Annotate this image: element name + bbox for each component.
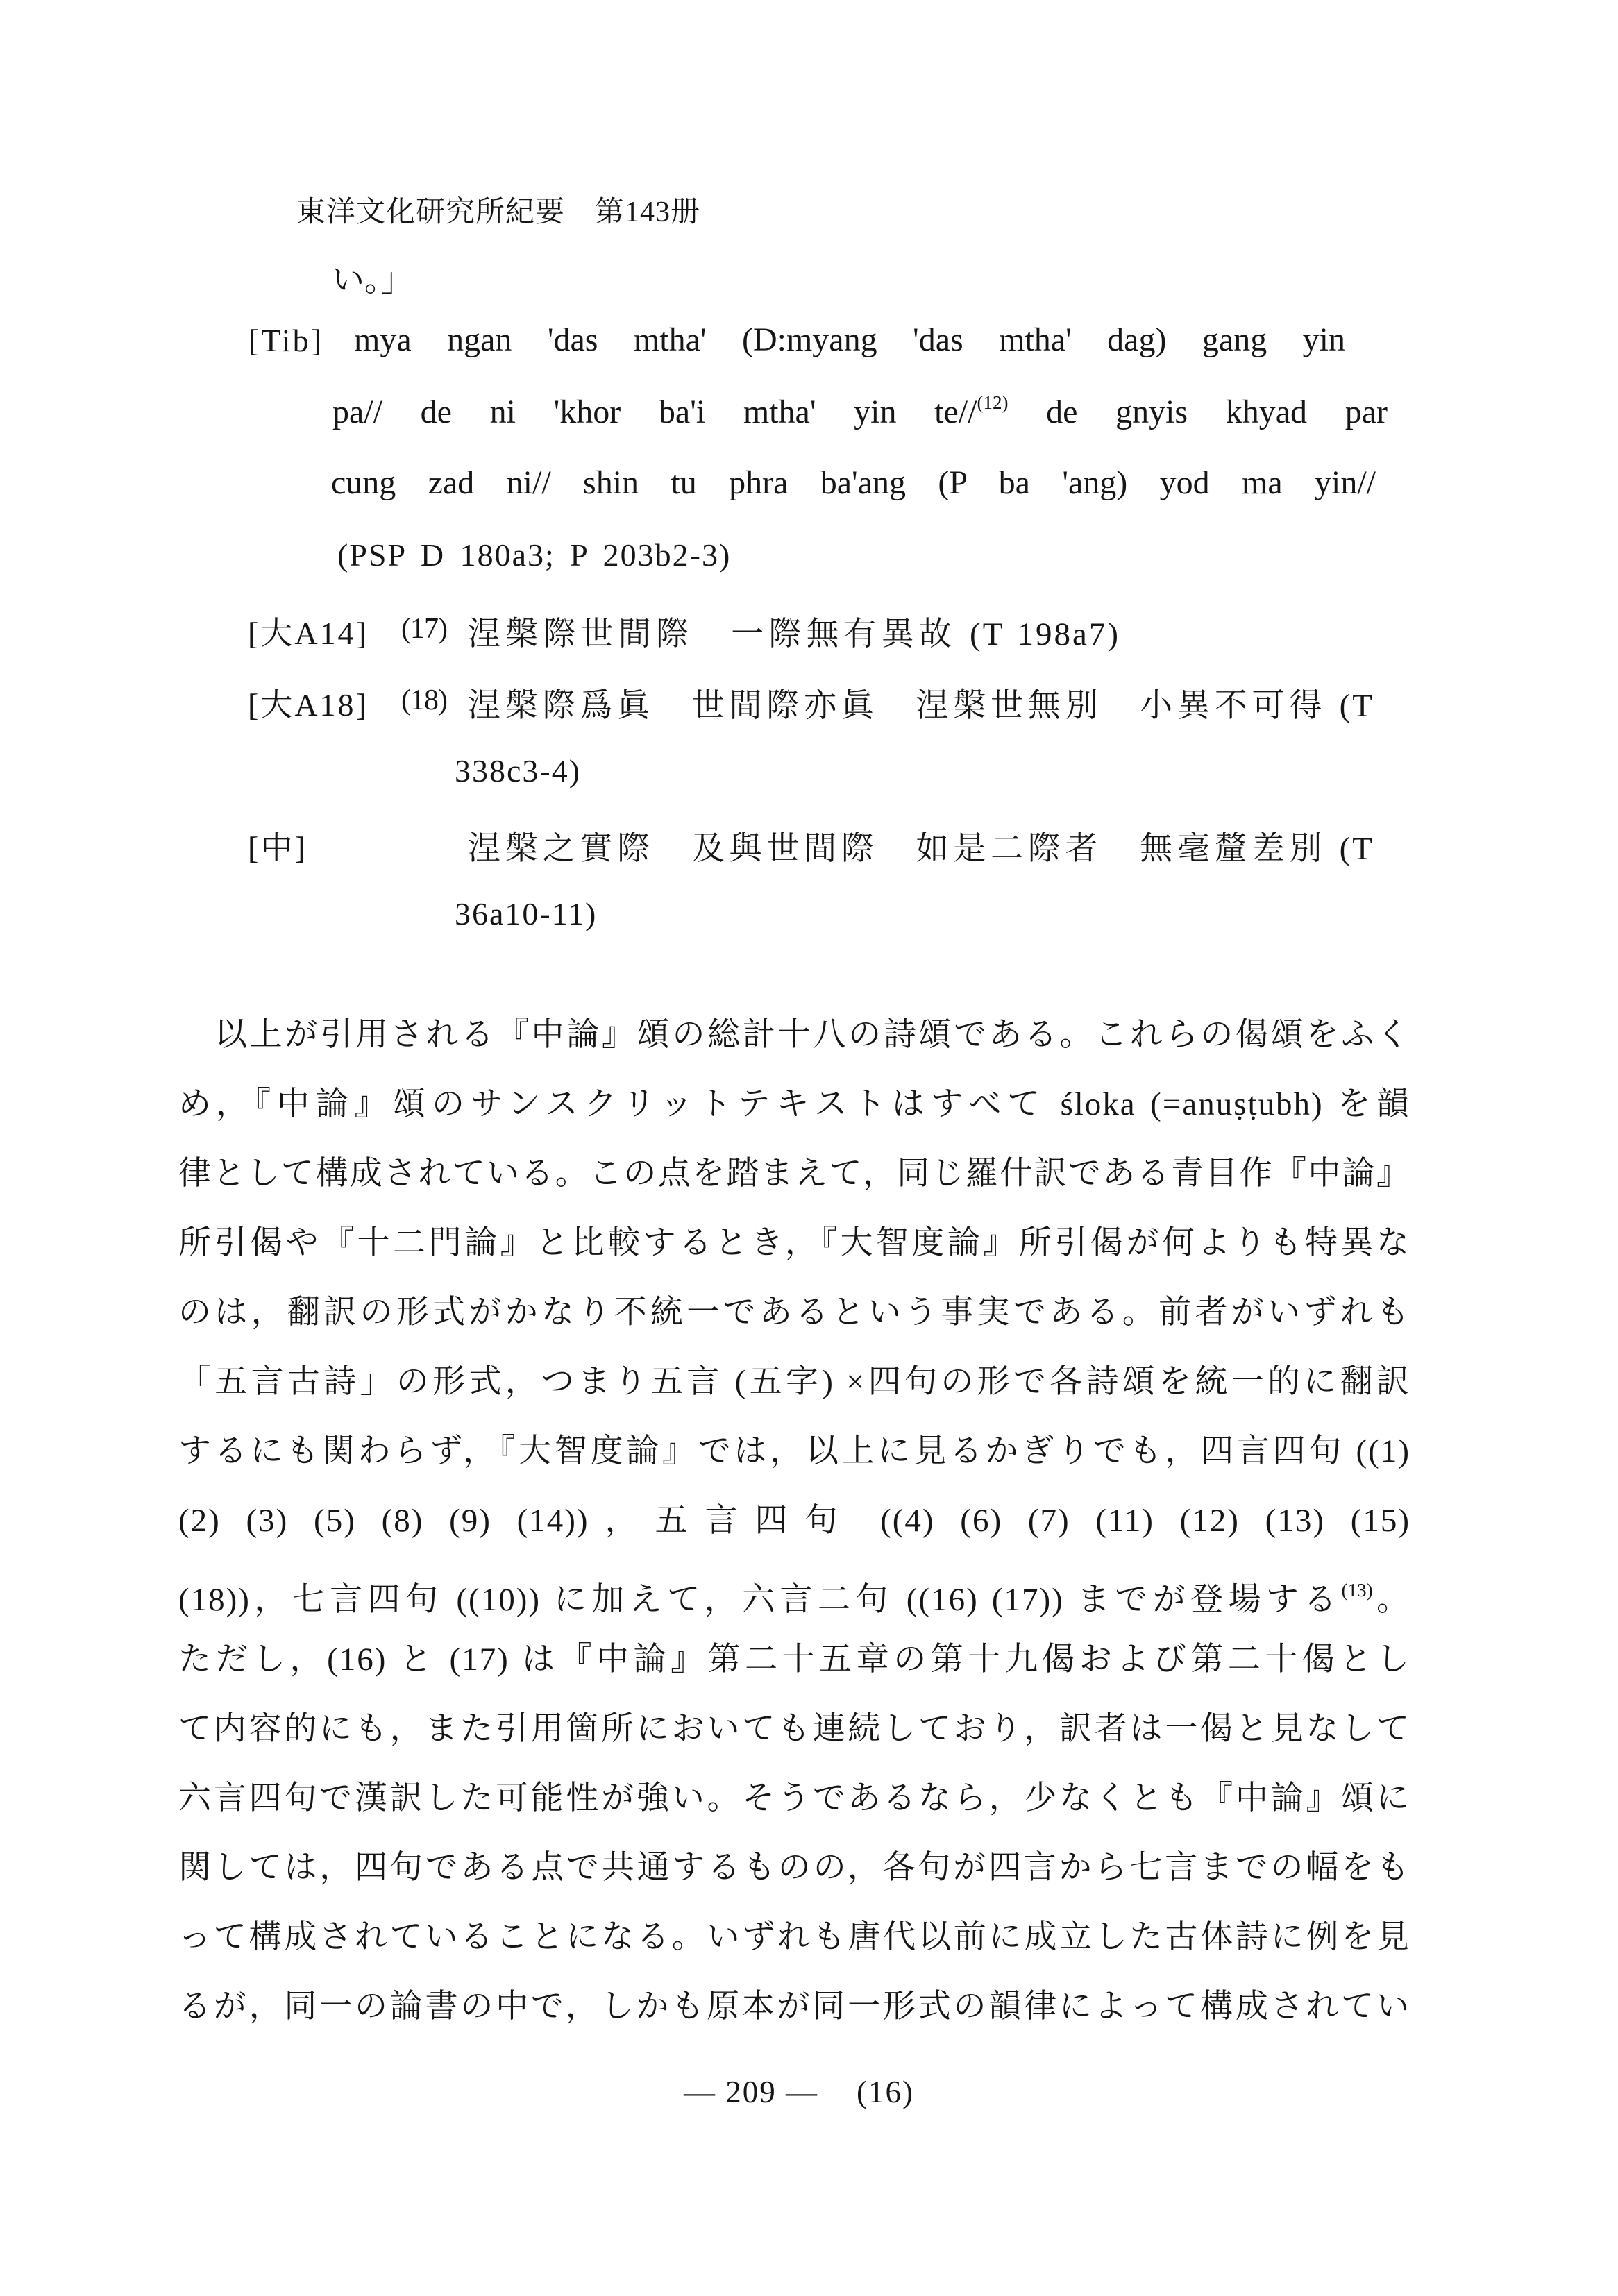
paragraph-line: ただし，(16) と (17) は『中論』第二十五章の第十九偈および第二十偈とし: [178, 1641, 1410, 1678]
paragraph-line: るが，同一の論書の中で，しかも原本が同一形式の韻律によって構成されてい: [178, 1989, 1410, 2025]
paragraph-line: て内容的にも，また引用箇所においても連続しており，訳者は一偈と見なして: [178, 1711, 1410, 1747]
chu-verse: 涅槃之實際 及與世間際 如是二際者 無毫釐差別 (T: [468, 831, 1374, 867]
paragraph-line: のは，翻訳の形式がかなり不統一であるという事実である。前者がいずれも: [178, 1294, 1410, 1331]
paragraph-line: 六言四句で漢訳した可能性が強い。そうであるなら，少なくとも『中論』頌に: [178, 1780, 1410, 1816]
tibetan-line-2-text: pa// de ni 'khor ba'i mtha' yin te//: [332, 394, 977, 430]
tibetan-source-reference: (PSP D 180a3; P 203b2-3): [337, 537, 732, 573]
body-paragraph: [178, 1000, 1410, 2041]
footnote-ref-13: (13): [1341, 1580, 1373, 1601]
paragraph-line: するにも関わらず，『大智度論』では，以上に見るかぎりでも，四言四句 ((1): [178, 1433, 1410, 1469]
tibetan-line-3: cung zad ni// shin tu phra ba'ang (P ba 'ang) yod ma yin//: [331, 464, 1376, 501]
chu-label: [中]: [248, 830, 307, 866]
paragraph-line: 所引偈や『十二門論』と比較するとき，『大智度論』所引偈が何よりも特異な: [178, 1225, 1410, 1261]
da-a18-verse-continuation: 338c3-4): [455, 753, 582, 788]
paragraph-line: (2) (3) (5) (8) (9) (14))，五言四句 ((4) (6) (7) (11) (12) (13) (15): [178, 1503, 1410, 1539]
paragraph-line: 関しては，四句である点で共通するものの，各句が四言から七言までの幅をも: [178, 1850, 1410, 1886]
paragraph-line: 「五言古詩」の形式，つまり五言 (五字) ×四句の形で各詩頌を統一的に翻訳: [178, 1364, 1410, 1400]
paragraph-line: って構成されていることになる。いずれも唐代以前に成立した古体詩に例を見: [178, 1919, 1410, 1955]
paragraph-line: 律として構成されている。この点を踏まえて，同じ羅什訳である青目作『中論』: [178, 1156, 1410, 1192]
paragraph-line-text: (18))，七言四句 ((10)) に加えて，六言二句 ((16) (17)) までが登場する: [178, 1582, 1342, 1618]
tibetan-line-2: [332, 392, 1388, 431]
chu-verse-continuation: 36a10-11): [455, 896, 598, 931]
tibetan-line-1: mya ngan 'das mtha' (D:myang 'das mtha' dag) gang yin: [354, 321, 1345, 358]
journal-running-head: 東洋文化研究所紀要 第143册: [296, 196, 701, 228]
da-a14-label: [大A14]: [248, 616, 369, 651]
carryover-quote-line: い。」: [332, 262, 414, 298]
page-footer: [684, 2074, 914, 2110]
tibetan-citation-label: [Tib]: [248, 323, 323, 358]
paragraph-line-period: 。: [1372, 1582, 1411, 1618]
da-a14-verse-number: (17): [401, 613, 447, 645]
leaf-number: (16): [857, 2075, 914, 2109]
da-a18-label: [大A18]: [248, 687, 369, 723]
tibetan-line-2-rest: de gnyis khyad par: [1008, 394, 1388, 430]
paragraph-line: 以上が引用される『中論』頌の総計十八の詩頌である。これらの偈頌をふく: [214, 1017, 1410, 1053]
footnote-ref-12: (12): [977, 392, 1009, 413]
paragraph-line: め，『中論』頌のサンスクリットテキストはすべて śloka (=anuṣṭubh) を韻: [178, 1086, 1410, 1122]
da-a14-verse: 涅槃際世間際 一際無有異故 (T 198a7): [468, 616, 1120, 652]
da-a18-verse: 涅槃際爲眞 世間際亦眞 涅槃世無別 小異不可得 (T: [468, 688, 1374, 724]
paragraph-line-with-note: [178, 1555, 1410, 1625]
da-a18-verse-number: (18): [401, 684, 447, 716]
page-number: — 209 —: [684, 2075, 818, 2109]
